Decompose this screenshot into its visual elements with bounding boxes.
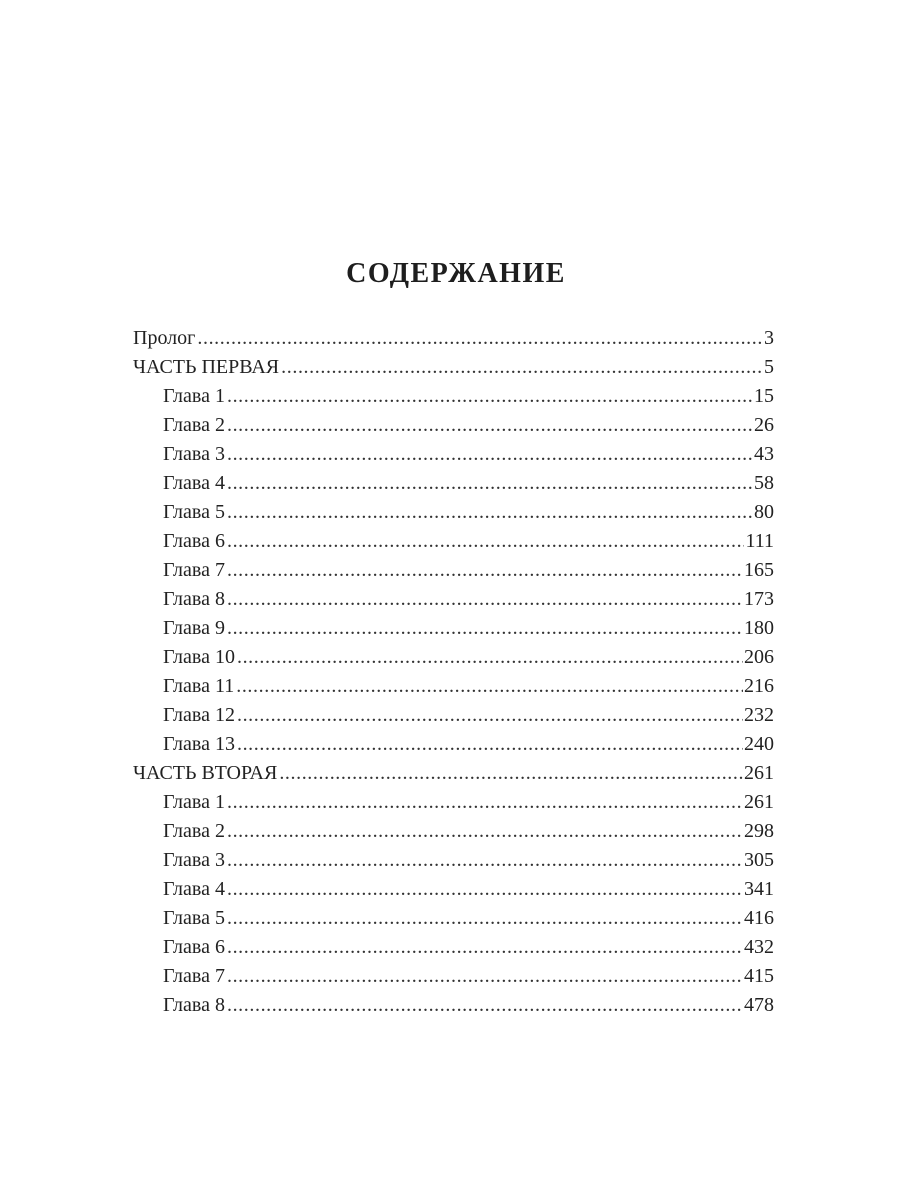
toc-entry-page-number: 415 (744, 965, 774, 987)
toc-entry-page-number: 261 (744, 791, 774, 813)
toc-dot-leader (279, 759, 743, 788)
toc-entry-page-number: 232 (744, 704, 774, 726)
toc-entry-label: Глава 2 (163, 820, 225, 842)
toc-dot-leader (227, 556, 743, 585)
toc-dot-leader (227, 411, 753, 440)
toc-entry-page-number: 206 (744, 646, 774, 668)
toc-entry-page-number: 3 (764, 327, 774, 349)
toc-chapter-entry (133, 933, 774, 962)
toc-entry-page-number: 240 (744, 733, 774, 755)
toc-dot-leader (227, 991, 743, 1020)
toc-entry-page-number: 432 (744, 936, 774, 958)
toc-entry-page-number: 80 (754, 501, 774, 523)
toc-part-entry (133, 324, 774, 353)
toc-entry-page-number: 15 (754, 385, 774, 407)
toc-chapter-entry (133, 701, 774, 730)
toc-entry-label: Глава 3 (163, 443, 225, 465)
toc-entry-page-number: 298 (744, 820, 774, 842)
toc-chapter-entry (133, 556, 774, 585)
toc-chapter-entry (133, 788, 774, 817)
toc-dot-leader (237, 701, 743, 730)
toc-chapter-entry (133, 469, 774, 498)
toc-dot-leader (227, 585, 743, 614)
toc-chapter-entry (133, 730, 774, 759)
toc-chapter-entry (133, 962, 774, 991)
toc-entry-page-number: 261 (744, 762, 774, 784)
toc-entry-label: Глава 11 (163, 675, 235, 697)
toc-chapter-entry (133, 875, 774, 904)
toc-entry-label: ЧАСТЬ ВТОРАЯ (133, 762, 278, 784)
toc-entry-label: Глава 8 (163, 994, 225, 1016)
toc-dot-leader (227, 933, 743, 962)
toc-entry-page-number: 173 (744, 588, 774, 610)
toc-chapter-entry (133, 904, 774, 933)
toc-dot-leader (227, 440, 753, 469)
toc-entry-page-number: 26 (754, 414, 774, 436)
toc-chapter-entry (133, 498, 774, 527)
toc-dot-leader (281, 353, 763, 382)
toc-chapter-entry (133, 643, 774, 672)
toc-entry-page-number: 43 (754, 443, 774, 465)
toc-entry-label: Глава 8 (163, 588, 225, 610)
toc-entry-label: Глава 10 (163, 646, 235, 668)
toc-entry-page-number: 5 (764, 356, 774, 378)
toc-dot-leader (227, 904, 743, 933)
toc-chapter-entry (133, 991, 774, 1020)
toc-entry-page-number: 58 (754, 472, 774, 494)
toc-dot-leader (227, 498, 753, 527)
toc-chapter-entry (133, 614, 774, 643)
toc-entry-page-number: 165 (744, 559, 774, 581)
table-of-contents (133, 324, 774, 1020)
toc-dot-leader (227, 788, 743, 817)
toc-entry-page-number: 111 (745, 530, 774, 552)
toc-entry-label: Глава 7 (163, 559, 225, 581)
toc-title: СОДЕРЖАНИЕ (346, 258, 566, 289)
toc-chapter-entry (133, 382, 774, 411)
toc-entry-label: Глава 7 (163, 965, 225, 987)
toc-entry-label: Глава 12 (163, 704, 235, 726)
toc-dot-leader (237, 643, 743, 672)
toc-entry-label: Глава 9 (163, 617, 225, 639)
toc-chapter-entry (133, 585, 774, 614)
toc-entry-page-number: 180 (744, 617, 774, 639)
toc-dot-leader (227, 962, 743, 991)
toc-entry-label: Глава 4 (163, 878, 225, 900)
toc-part-entry (133, 759, 774, 788)
toc-dot-leader (227, 527, 745, 556)
toc-chapter-entry (133, 817, 774, 846)
toc-entry-label: Глава 13 (163, 733, 235, 755)
toc-entry-label: Глава 6 (163, 530, 225, 552)
toc-entry-label: Глава 2 (163, 414, 225, 436)
toc-chapter-entry (133, 672, 774, 701)
toc-dot-leader (227, 382, 753, 411)
toc-entry-page-number: 305 (744, 849, 774, 871)
toc-entry-label: Глава 4 (163, 472, 225, 494)
toc-chapter-entry (133, 846, 774, 875)
toc-chapter-entry (133, 527, 774, 556)
toc-entry-page-number: 341 (744, 878, 774, 900)
toc-dot-leader (227, 469, 753, 498)
toc-chapter-entry (133, 411, 774, 440)
toc-dot-leader (236, 672, 743, 701)
toc-entry-page-number: 478 (744, 994, 774, 1016)
toc-entry-label: Глава 3 (163, 849, 225, 871)
toc-chapter-entry (133, 440, 774, 469)
toc-entry-label: Глава 5 (163, 907, 225, 929)
toc-entry-label: ЧАСТЬ ПЕРВАЯ (133, 356, 280, 378)
toc-entry-page-number: 416 (744, 907, 774, 929)
toc-dot-leader (227, 875, 743, 904)
toc-entry-label: Глава 5 (163, 501, 225, 523)
toc-entry-label: Глава 1 (163, 791, 225, 813)
toc-dot-leader (197, 324, 763, 353)
toc-entry-label: Глава 6 (163, 936, 225, 958)
toc-dot-leader (227, 846, 743, 875)
toc-dot-leader (237, 730, 743, 759)
toc-entry-label: Глава 1 (163, 385, 225, 407)
toc-entry-label: Пролог (133, 327, 196, 349)
toc-entry-page-number: 216 (744, 675, 774, 697)
toc-part-entry (133, 353, 774, 382)
toc-dot-leader (227, 614, 743, 643)
toc-dot-leader (227, 817, 743, 846)
